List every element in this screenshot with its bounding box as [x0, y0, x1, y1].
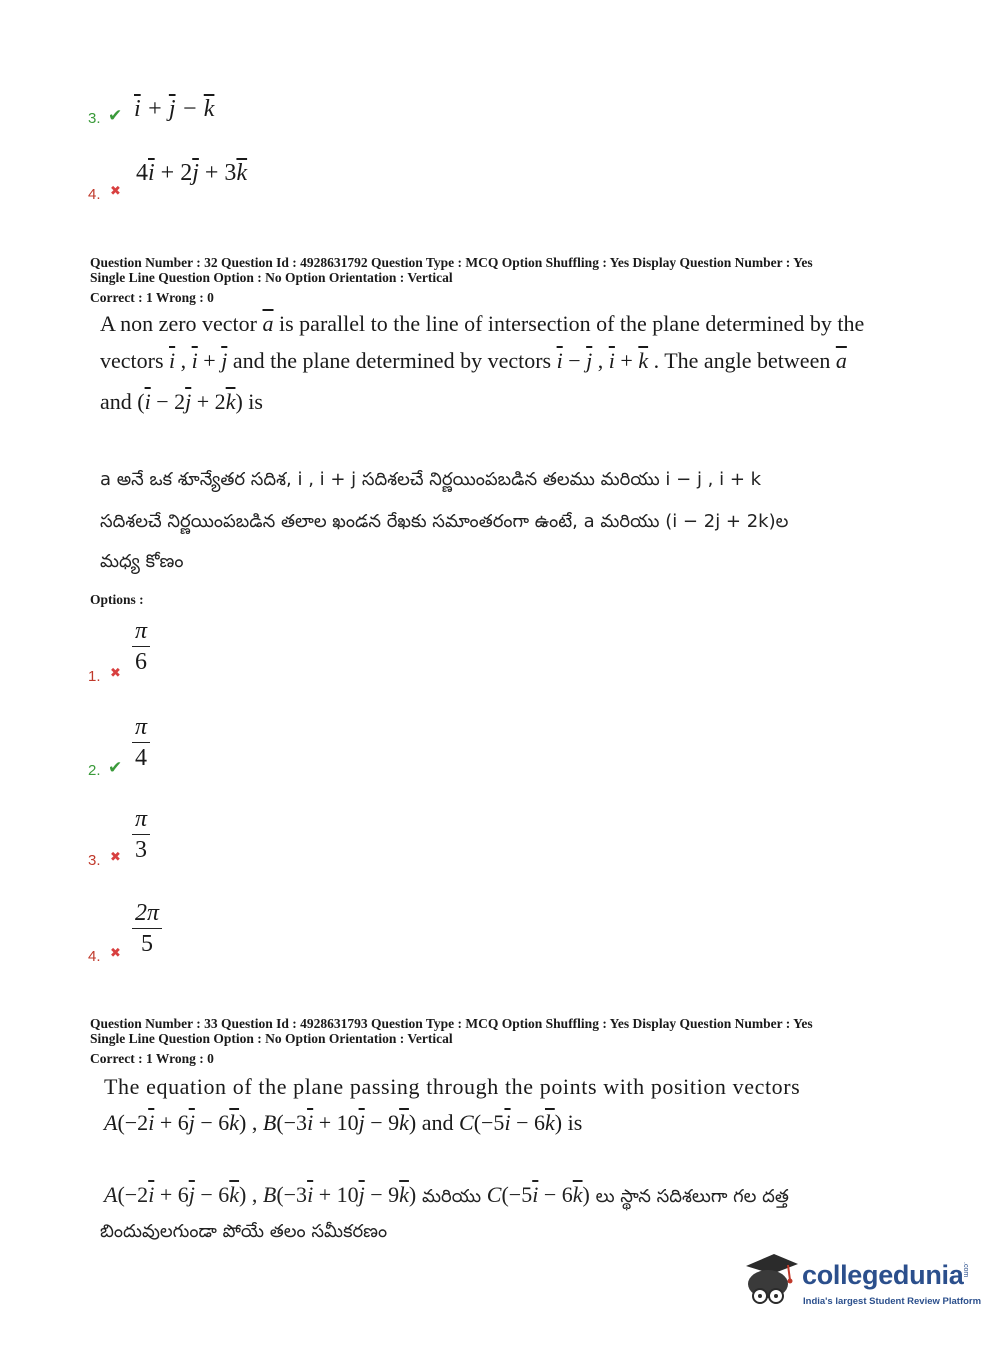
option-expression: $4\overline{i} + 2\overline{j} + 3\overline{k}$ [136, 160, 248, 186]
q32-option-2 [88, 712, 288, 782]
option-number: 4. [88, 948, 101, 965]
numerator: π [132, 804, 150, 835]
q32-english-line1: A non zero vector $\overline{a}$ is parallel to the line of intersection of the plane determined by the [100, 311, 865, 336]
top-option-4 [88, 160, 388, 206]
correct-check-icon: ✔ [108, 106, 123, 126]
option-fraction [132, 712, 150, 773]
q32-option-1 [88, 616, 288, 686]
q33-english-line2: $A(-2\overline{i} + 6\overline{j} - 6\overline{k})$ , $B(-3\overline{i} + 10\overline{j} - 9\overline{k})$ and $C(-5\overline{i} - 6\overline{k})$ is [104, 1110, 583, 1135]
top-option-3 [88, 96, 388, 136]
mascot-icon [740, 1248, 800, 1310]
denominator: 3 [135, 837, 148, 863]
q32-meta-line2: Single Line Question Option : No Option Orientation : Vertical [90, 270, 453, 285]
option-number: 2. [88, 762, 101, 779]
q32-english-line2: vectors $\overline{i}$ , $\overline{i} + \overline{j}$ and the plane determined by vectors $\overline{i} - \overline{j}$ , $\overline{i} + \overline{k}$ . The angle between $\overline{a}$ [100, 348, 847, 373]
option-number: 3. [88, 110, 101, 127]
option-number: 3. [88, 852, 101, 869]
q33-english-line1: The equation of the plane passing through the points with position vectors [104, 1074, 801, 1099]
collegedunia-logo[interactable] [740, 1248, 980, 1312]
denominator: 5 [141, 931, 154, 957]
q32-telugu-line1: a అనే ఒక శూన్యేతర సదిశ, i , i + j సదిశలచే నిర్ణయింపబడిన తలము మరియు i − j , i + k [100, 469, 762, 490]
wrong-cross-icon: ✖ [110, 850, 121, 865]
q33-telugu-line2: బిందువులగుండా పోయే తలం సమీకరణం [100, 1221, 388, 1242]
denominator: 4 [135, 745, 148, 771]
q32-telugu-line2: సదిశలచే నిర్ణయింపబడిన తలాల ఖండన రేఖకు సమాంతరంగా ఉంటే, a మరియు (i − 2j + 2k)ల [100, 511, 789, 532]
wrong-cross-icon: ✖ [110, 184, 121, 199]
q33-meta-line2: Single Line Question Option : No Option Orientation : Vertical [90, 1031, 453, 1046]
option-number: 4. [88, 186, 101, 203]
option-number: 1. [88, 668, 101, 685]
brand-name: collegedunia [802, 1260, 964, 1290]
correct-check-icon: ✔ [108, 758, 123, 778]
numerator: π [132, 712, 150, 743]
wrong-cross-icon: ✖ [110, 666, 121, 681]
q33-telugu-line1: $A(-2\overline{i} + 6\overline{j} - 6\overline{k})$ , $B(-3\overline{i} + 10\overline{j} - 9\overline{k})$ మరియు $C(-5\overline{i} - 6\overline{k})$ లు స్థాన సదిశలుగా గల దత్త [104, 1182, 789, 1207]
wrong-cross-icon: ✖ [110, 946, 121, 961]
numerator: π [132, 616, 150, 647]
q33-meta-line3: Correct : 1 Wrong : 0 [90, 1051, 214, 1066]
q32-meta-line1: Question Number : 32 Question Id : 4928631792 Question Type : MCQ Option Shuffling : Yes Display Question Number : Yes [90, 255, 813, 270]
q32-meta-line3: Correct : 1 Wrong : 0 [90, 290, 214, 305]
numerator: 2π [132, 898, 162, 929]
brand-suffix: .com [962, 1262, 969, 1278]
option-fraction [132, 616, 150, 677]
q32-english-line3: and $(\overline{i} - 2\overline{j} + 2\overline{k})$ is [100, 389, 263, 414]
options-label: Options : [90, 592, 144, 607]
denominator: 6 [135, 649, 148, 675]
q32-option-3 [88, 804, 288, 874]
brand-tagline: India's largest Student Review Platform [803, 1296, 982, 1307]
q32-telugu-line3: మధ్య కోణం [100, 551, 184, 572]
option-expression: $\overline{i} + \overline{j} - \overline{k}$ [134, 96, 215, 122]
option-fraction [132, 898, 162, 959]
option-fraction [132, 804, 150, 865]
q33-meta-line1: Question Number : 33 Question Id : 4928631793 Question Type : MCQ Option Shuffling : Yes Display Question Number : Yes [90, 1016, 813, 1031]
q32-option-4 [88, 898, 288, 968]
